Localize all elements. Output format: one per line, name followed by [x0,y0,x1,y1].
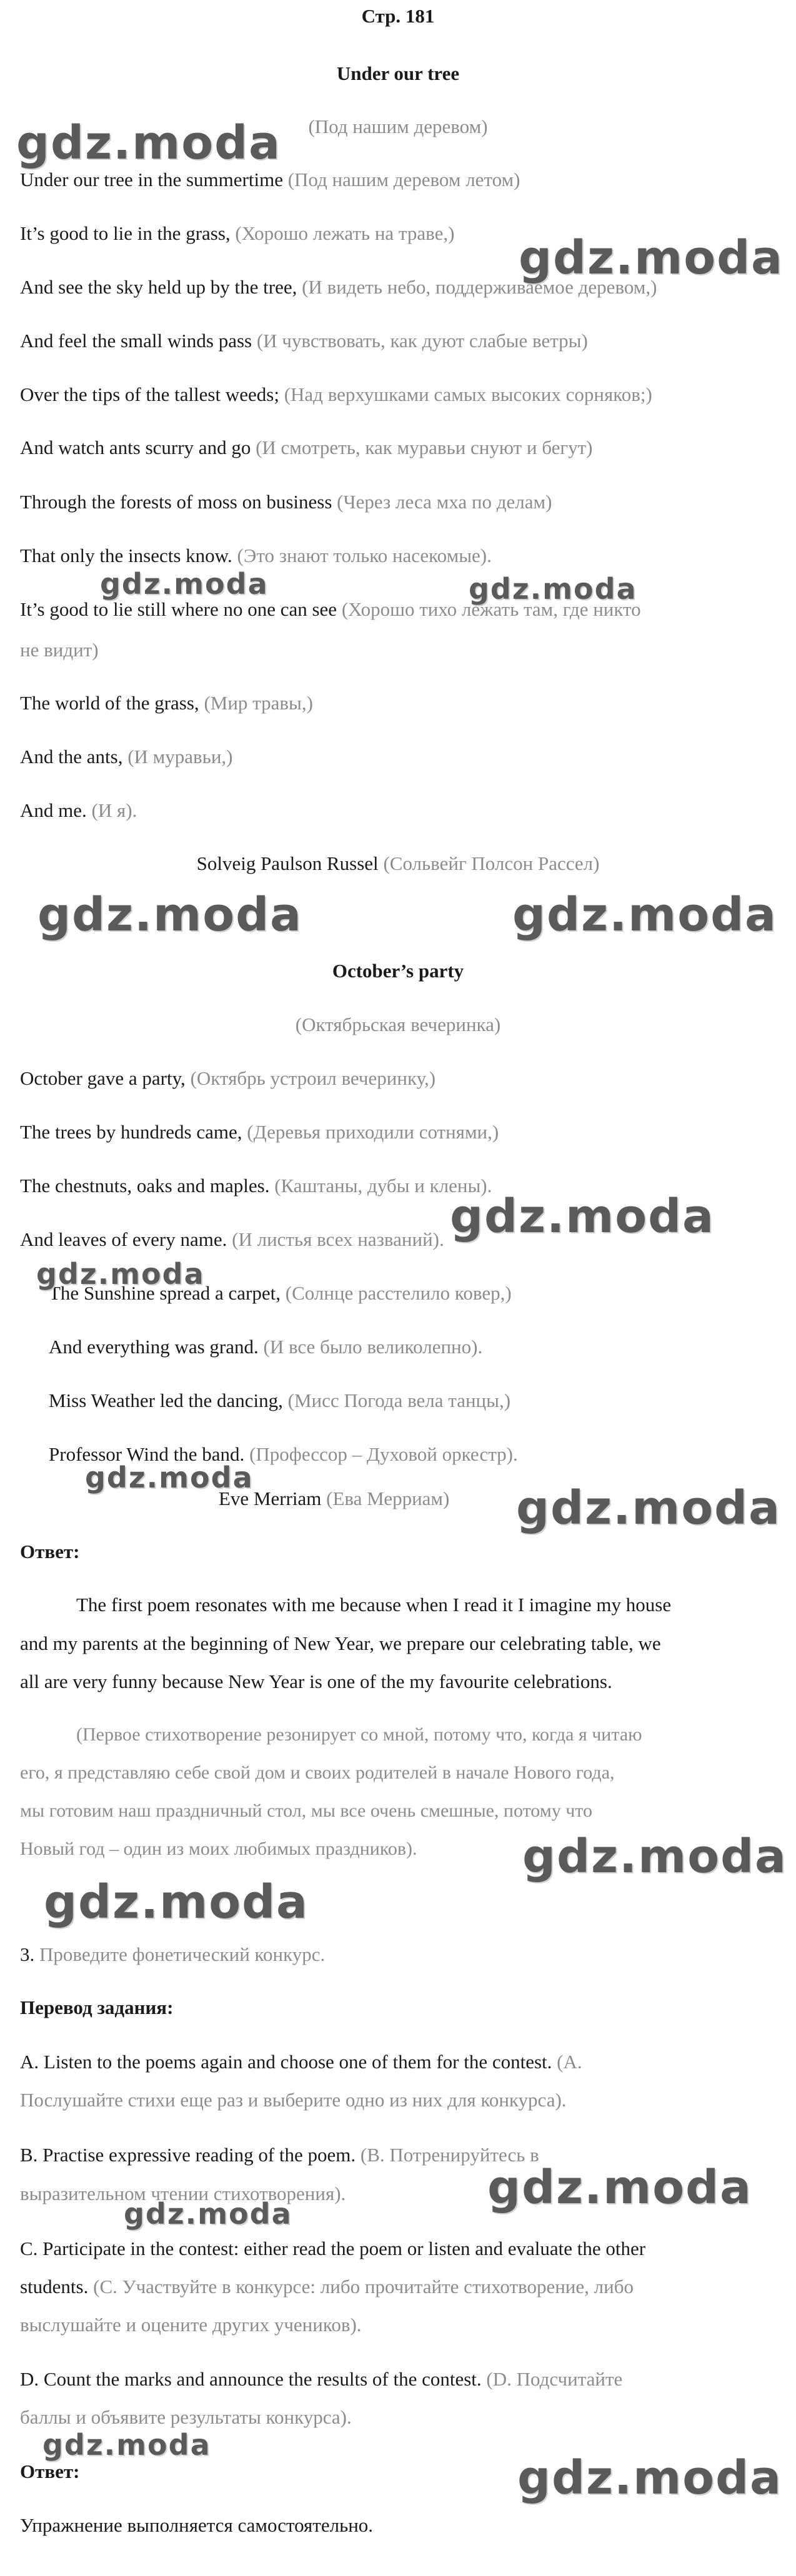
poem1-line: не видит) [20,639,99,661]
answer-text-line: all are very funny because New Year is one of the my favourite celebrations. [20,1670,612,1692]
poem1-author: Solveig Paulson Russel (Сольвейг Полсон Рассел) [196,852,600,874]
poem2-line: And everything was grand. (И все было великолепно). [49,1336,483,1358]
watermark: gdz.moda [100,567,269,601]
poem1-line: That only the insects know. (Это знают только насекомые). [20,545,492,566]
watermark: gdz.moda [42,2428,211,2462]
answer-text-line: The first poem resonates with me because when I read it I imagine my house [76,1594,672,1616]
task-item-line: C. Participate in the contest: either read the poem or listen and evaluate the other [20,2238,646,2259]
watermark: gdz.moda [37,888,302,942]
watermark: gdz.moda [517,2451,782,2505]
answer-label: Ответ: [20,2460,80,2482]
poem2-title: October’s party [332,960,464,982]
answer-translation-line: Новый год – один из моих любимых праздников). [20,1838,417,1859]
poem2-title-translation: (Октябрьская вечеринка) [295,1014,501,1035]
task-item-line: A. Listen to the poems again and choose one of them for the contest. (А. [20,2051,582,2073]
poem1-line: And see the sky held up by the tree, (И видеть небо, поддерживаемое деревом,) [20,276,657,298]
poem2-line: And leaves of every name. (И листья всех названий). [20,1228,444,1250]
task-item-line: выслушайте и оцените других учеников). [20,2314,362,2336]
answer-label: Ответ: [20,1541,80,1562]
task-item-line: баллы и объявите результаты конкурса). [20,2406,352,2428]
poem1-line: Under our tree in the summertime (Под нашим деревом летом) [20,169,520,190]
task-item-line: Послушайте стихи еще раз и выберите одно из них для конкурса). [20,2089,567,2111]
task-translation-label: Перевод задания: [20,1996,174,2018]
poem1-title: Under our tree [336,62,460,84]
watermark: gdz.moda [519,231,784,285]
poem1-line: Over the tips of the tallest weeds; (Над верхушками самых высоких сорняков;) [20,383,652,405]
task-item-line: students. (С. Участвуйте в конкурсе: либо прочитайте стихотворение, либо [20,2276,634,2297]
poem1-line: And the ants, (И муравьи,) [20,746,233,767]
watermark: gdz.moda [469,572,637,606]
answer-translation-line: (Первое стихотворение резонирует со мной, потому что, когда я читаю [76,1724,642,1745]
poem2-line: October gave a party, (Октябрь устроил вечеринку,) [20,1067,436,1089]
watermark: gdz.moda [487,2161,752,2214]
poem1-line: It’s good to lie still where no one can see (Хорошо тихо лежать там, где никто [20,598,641,620]
poem2-line: The trees by hundreds came, (Деревья приходили сотнями,) [20,1121,499,1143]
watermark: gdz.moda [450,1190,715,1243]
answer-translation-line: мы готовим наш праздничный стол, мы все очень смешные, потому что [20,1800,593,1821]
task-item-line: D. Count the marks and announce the results of the contest. (D. Подсчитайте [20,2368,623,2390]
watermark: gdz.moda [512,888,777,942]
poem1-line: The world of the grass, (Мир травы,) [20,692,313,714]
poem2-line: The chestnuts, oaks and maples. (Каштаны, дубы и клены). [20,1175,492,1197]
poem2-line: The Sunshine spread a carpet, (Солнце расстелило ковер,) [49,1282,512,1304]
watermark: gdz.moda [44,1875,309,1929]
poem1-line: It’s good to lie in the grass, (Хорошо лежать на траве,) [20,222,455,244]
page-number: Стр. 181 [361,5,435,27]
watermark: gdz.moda [516,1481,781,1535]
watermark: gdz.moda [36,1257,205,1291]
answer-translation-line: его, я представляю себе свой дом и своих родителей в начале Нового года, [20,1762,615,1783]
watermark: gdz.moda [124,2197,292,2231]
poem2-line: Professor Wind the band. (Профессор – Духовой оркестр). [49,1443,518,1465]
task-heading: 3. Проведите фонетический конкурс. [20,1943,326,1965]
watermark: gdz.moda [522,1830,787,1883]
poem2-author: Eve Merriam (Ева Мерриам) [219,1488,450,1509]
task-item-line: B. Practise expressive reading of the poem. (В. Потренируйтесь в [20,2144,539,2166]
poem1-line: And watch ants scurry and go (И смотреть, как муравьи снуют и бегут) [20,437,593,458]
answer-text-line: Упражнение выполняется самостоятельно. [20,2514,374,2536]
poem1-title-translation: (Под нашим деревом) [308,116,488,137]
watermark: gdz.moda [16,116,281,170]
answer-text-line: and my parents at the beginning of New Year, we prepare our celebrating table, we [20,1632,661,1654]
watermark: gdz.moda [85,1461,254,1494]
poem1-line: And feel the small winds pass (И чувствовать, как дуют слабые ветры) [20,330,588,352]
poem1-line: Through the forests of moss on business (Через леса мха по делам) [20,491,552,513]
poem1-line: And me. (И я). [20,799,137,821]
task-item-line: выразительном чтении стихотворения). [20,2183,346,2204]
poem2-line: Miss Weather led the dancing, (Мисс Погода вела танцы,) [49,1389,511,1411]
